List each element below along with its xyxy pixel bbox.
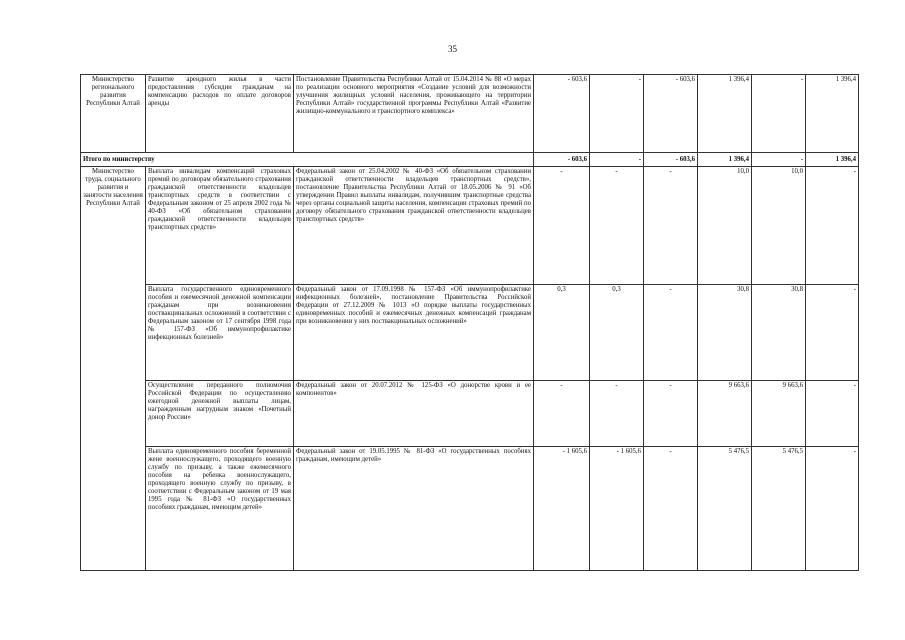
value-cell: 1 396,4 — [698, 153, 752, 167]
value-cell: 30,8 — [698, 285, 752, 381]
table-row — [81, 447, 859, 571]
value-cell: - — [644, 285, 698, 381]
value-cell: - — [752, 75, 806, 153]
legal-basis-cell: Федеральный закон от 17.09.1998 № 157-ФЗ «Об иммунопрофилактике инфекционных болезней», постановление Правительства Российской Федерации от 27.12.2009 № 1013 «О порядке выплаты государственных единовременных пособий и ежемесячных денежных компенсаций гражданам при возникновении у них поствакцинальных осложнений» — [294, 285, 534, 381]
value-cell: 10,0 — [698, 167, 752, 285]
measure-cell: Выплата инвалидам компенсаций страховых премий по договорам обязательного страхования гражданской ответственности владельцев транспортных средств в соответствии с Федеральным законом от 25 апреля 2002 года № 40-ФЗ «Об обязательном страховании гражданской ответственности владельцев транспортных средств» — [146, 167, 294, 285]
value-cell: - 603,6 — [534, 153, 590, 167]
value-cell: - 603,6 — [644, 75, 698, 153]
value-cell: - — [806, 447, 859, 571]
value-cell: - — [644, 167, 698, 285]
value-cell: - 1 605,6 — [534, 447, 590, 571]
value-cell: 1 396,4 — [806, 75, 859, 153]
value-cell: - — [644, 447, 698, 571]
value-cell: - — [752, 153, 806, 167]
legal-basis-cell: Федеральный закон от 20.07.2012 № 125-ФЗ «О донорстве крови и ее компонентов» — [294, 381, 534, 447]
legal-basis-cell: Постановление Правительства Республики Алтай от 15.04.2014 № 88 «О мерах по реализации основного мероприятия «Создание условий для возможности улучшения жилищных условий населения, проживающего на территории Республики Алтай» государственной программы Республики Алтай «Развитие жилищно-коммунального и транспортного комплекса» — [294, 75, 534, 153]
value-cell: - — [534, 381, 590, 447]
value-cell: - 603,6 — [644, 153, 698, 167]
value-cell: - — [590, 381, 644, 447]
value-cell: 1 396,4 — [698, 75, 752, 153]
value-cell: 1 396,4 — [806, 153, 859, 167]
table-row — [81, 381, 859, 447]
value-cell: - — [806, 285, 859, 381]
page-number: 35 — [448, 44, 457, 54]
ministry-cell: Министерство регионального развития Республики Алтай — [81, 75, 146, 153]
value-cell: 5 476,5 — [698, 447, 752, 571]
value-cell: 9 663,6 — [698, 381, 752, 447]
value-cell: - — [590, 167, 644, 285]
value-cell: 5 476,5 — [752, 447, 806, 571]
table-row — [81, 285, 859, 381]
value-cell: 0,3 — [590, 285, 644, 381]
value-cell: - — [534, 167, 590, 285]
measure-cell: Осуществление переданного полномочия Российской Федерации по осуществлению ежегодной денежной выплаты лицам, награжденным нагрудным знаком «Почетный донор России» — [146, 381, 294, 447]
table-row — [81, 167, 859, 285]
total-row — [81, 153, 859, 167]
ministry-cell: Министерство труда, социального развития и занятости населения Республики Алтай — [81, 167, 146, 571]
value-cell: 10,0 — [752, 167, 806, 285]
value-cell: - 603,6 — [534, 75, 590, 153]
value-cell: - — [806, 167, 859, 285]
measure-cell: Выплата государственного единовременного пособия и ежемесячной денежной компенсации гражданам при возникновении поствакцинальных осложнений в соответствии с Федеральным законом от 17 сентября 1998 года № 157-ФЗ «Об иммунопрофилактике инфекционных болезней» — [146, 285, 294, 381]
value-cell: - — [644, 381, 698, 447]
legal-basis-cell: Федеральный закон от 19.05.1995 № 81-ФЗ «О государственных пособиях гражданам, имеющим детей» — [294, 447, 534, 571]
value-cell: - — [590, 153, 644, 167]
value-cell: - 1 605,6 — [590, 447, 644, 571]
table-row — [81, 75, 859, 153]
value-cell: 30,8 — [752, 285, 806, 381]
value-cell: 9 663,6 — [752, 381, 806, 447]
total-label: Итого по министерству — [81, 153, 534, 167]
budget-table — [80, 74, 859, 571]
value-cell: - — [590, 75, 644, 153]
value-cell: 0,3 — [534, 285, 590, 381]
value-cell: - — [806, 381, 859, 447]
measure-cell: Выплата единовременного пособия беременной жене военнослужащего, проходящего военную службу по призыву, а также ежемесячного пособия на ребенка военнослужащего, проходящего военную службу по призыву, в соответствии с Федеральным законом от 19 мая 1995 года № 81-ФЗ «О государственных пособиях гражданам, имеющим детей» — [146, 447, 294, 571]
legal-basis-cell: Федеральный закон от 25.04.2002 № 40-ФЗ «Об обязательном страховании гражданской ответственности владельцев транспортных средств», постановление Правительства Республики Алтай от 18.05.2006 № 91 «Об утверждении Правил выплаты инвалидам, получившим транспортные средства через органы социальной защиты населения, компенсации страховых премий по договору обязательного страхования гражданской ответственности владельцев транспортных средств» — [294, 167, 534, 285]
measure-cell: Развитие арендного жилья в части предоставления субсидии гражданам на компенсацию расходов по оплате договоров аренды — [146, 75, 294, 153]
